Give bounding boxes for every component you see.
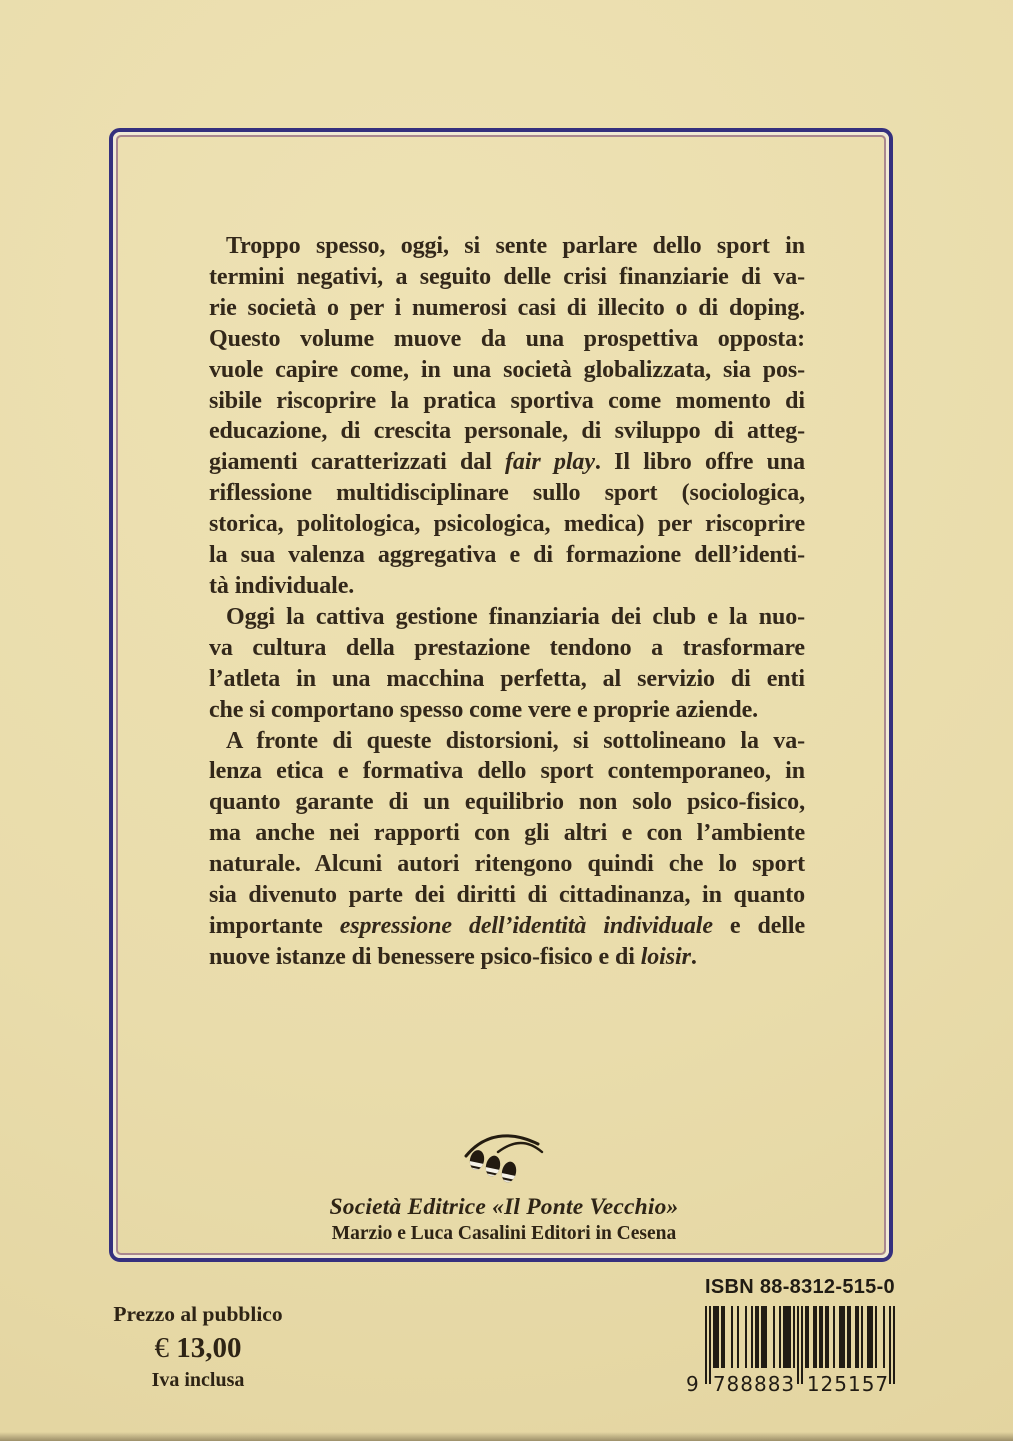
blurb-line: rie società o per i numerosi casi di illecito o di doping. bbox=[209, 294, 805, 321]
barcode-bar bbox=[875, 1306, 877, 1368]
barcode-bar bbox=[705, 1306, 707, 1384]
ponte-vecchio-bridge-logo-icon bbox=[462, 1128, 546, 1186]
blurb-line: va cultura della prestazione tendono a trasformare bbox=[209, 634, 805, 661]
barcode-bar bbox=[737, 1306, 739, 1368]
barcode-bar bbox=[893, 1306, 895, 1384]
barcode-bar bbox=[821, 1306, 823, 1368]
blurb-line: la sua valenza aggregativa e di formazione dell’identi- bbox=[209, 542, 805, 569]
blurb-paragraph bbox=[209, 602, 805, 726]
barcode-bar bbox=[751, 1306, 753, 1368]
isbn-label: ISBN 88-8312-515-0 bbox=[705, 1276, 895, 1298]
blurb-line: nuove istanze di benessere psico-fisico e di loisir. bbox=[209, 943, 697, 970]
blurb-line: Questo volume muove da una prospettiva opposta: bbox=[209, 325, 805, 352]
blurb-line: l’atleta in una macchina perfetta, al servizio di enti bbox=[209, 665, 805, 692]
blurb-line: che si comportano spesso come vere e proprie aziende. bbox=[209, 696, 759, 723]
blurb-line: ma anche nei rapporti con gli altri e con l’ambiente bbox=[209, 820, 805, 847]
blurb-line: quanto garante di un equilibrio non solo psico-fisico, bbox=[209, 789, 805, 816]
blurb-line: Oggi la cattiva gestione finanziaria dei club e la nuo- bbox=[226, 603, 805, 630]
barcode-bar bbox=[861, 1306, 863, 1368]
publisher-block bbox=[257, 1128, 751, 1245]
photo-bottom-shadow bbox=[0, 1432, 1013, 1441]
blurb-line: sibile riscoprire la pratica sportiva come momento di bbox=[209, 387, 805, 414]
blurb-line: importante espressione dell’identità individuale e delle bbox=[209, 912, 806, 939]
blurb-line: educazione, di crescita personale, di sviluppo di atteg- bbox=[209, 418, 805, 445]
barcode-bar bbox=[731, 1306, 733, 1368]
barcode-bar bbox=[765, 1306, 767, 1368]
barcode-bar bbox=[773, 1306, 775, 1368]
blurb-line: tà individuale. bbox=[209, 572, 355, 599]
blurb-line: naturale. Alcuni autori ritengono quindi che lo sport bbox=[209, 851, 805, 878]
blurb-line: termini negativi, a seguito delle crisi finanziarie di va- bbox=[209, 263, 805, 290]
blurb-paragraph bbox=[209, 726, 805, 973]
barcode-bar bbox=[801, 1306, 803, 1384]
barcode-digits-group1: 788883 bbox=[712, 1372, 796, 1396]
blurb-line: vuole capire come, in una società globalizzata, sia pos- bbox=[209, 356, 805, 383]
barcode-bar bbox=[723, 1306, 725, 1368]
barcode-bar bbox=[833, 1306, 835, 1368]
isbn-block bbox=[686, 1276, 910, 1396]
barcode-bar bbox=[789, 1306, 791, 1368]
barcode-digits-group2: 125157 bbox=[806, 1372, 890, 1396]
barcode-bar bbox=[827, 1306, 829, 1368]
price-value bbox=[88, 1332, 308, 1365]
blurb-paragraph bbox=[209, 231, 805, 602]
blurb-line: sia divenuto parte dei diritti di cittadinanza, in quanto bbox=[209, 882, 805, 909]
barcode-bar bbox=[843, 1306, 845, 1368]
barcode-bar bbox=[849, 1306, 851, 1368]
barcode-bar bbox=[717, 1306, 719, 1368]
barcode-bar bbox=[807, 1306, 809, 1368]
barcode-bar bbox=[797, 1306, 799, 1384]
blurb-line: storica, politologica, psicologica, medica) per riscoprire bbox=[209, 511, 805, 538]
barcode-bar bbox=[757, 1306, 759, 1368]
barcode-bar bbox=[857, 1306, 859, 1368]
publisher-name: Società Editrice «Il Ponte Vecchio» bbox=[329, 1194, 679, 1220]
euro-symbol: € bbox=[154, 1332, 169, 1364]
barcode-bar bbox=[793, 1306, 795, 1368]
barcode-bar bbox=[745, 1306, 747, 1368]
barcode-bar bbox=[815, 1306, 817, 1368]
price-block bbox=[88, 1302, 308, 1392]
blurb-line: Troppo spesso, oggi, si sente parlare dello sport in bbox=[226, 233, 805, 259]
price-vat-note: Iva inclusa bbox=[151, 1369, 245, 1391]
blurb-line: riflessione multidisciplinare sullo sport (sociologica, bbox=[209, 480, 805, 507]
blurb-line: lenza etica e formativa dello sport contemporaneo, in bbox=[209, 758, 805, 785]
barcode-bar bbox=[871, 1306, 873, 1368]
barcode-bar bbox=[883, 1306, 885, 1368]
publisher-subtitle: Marzio e Luca Casalini Editori in Cesena bbox=[331, 1223, 677, 1244]
barcode-digit-lead: 9 bbox=[686, 1372, 699, 1396]
price-label: Prezzo al pubblico bbox=[113, 1302, 283, 1326]
blurb-text bbox=[209, 231, 805, 973]
price-amount: 13,00 bbox=[176, 1332, 242, 1364]
blurb-line: giamenti caratterizzati dal fair play. Il libro offre una bbox=[209, 449, 806, 476]
blurb-line: A fronte di queste distorsioni, si sottolineano la va- bbox=[226, 727, 805, 754]
barcode-bar bbox=[779, 1306, 781, 1368]
